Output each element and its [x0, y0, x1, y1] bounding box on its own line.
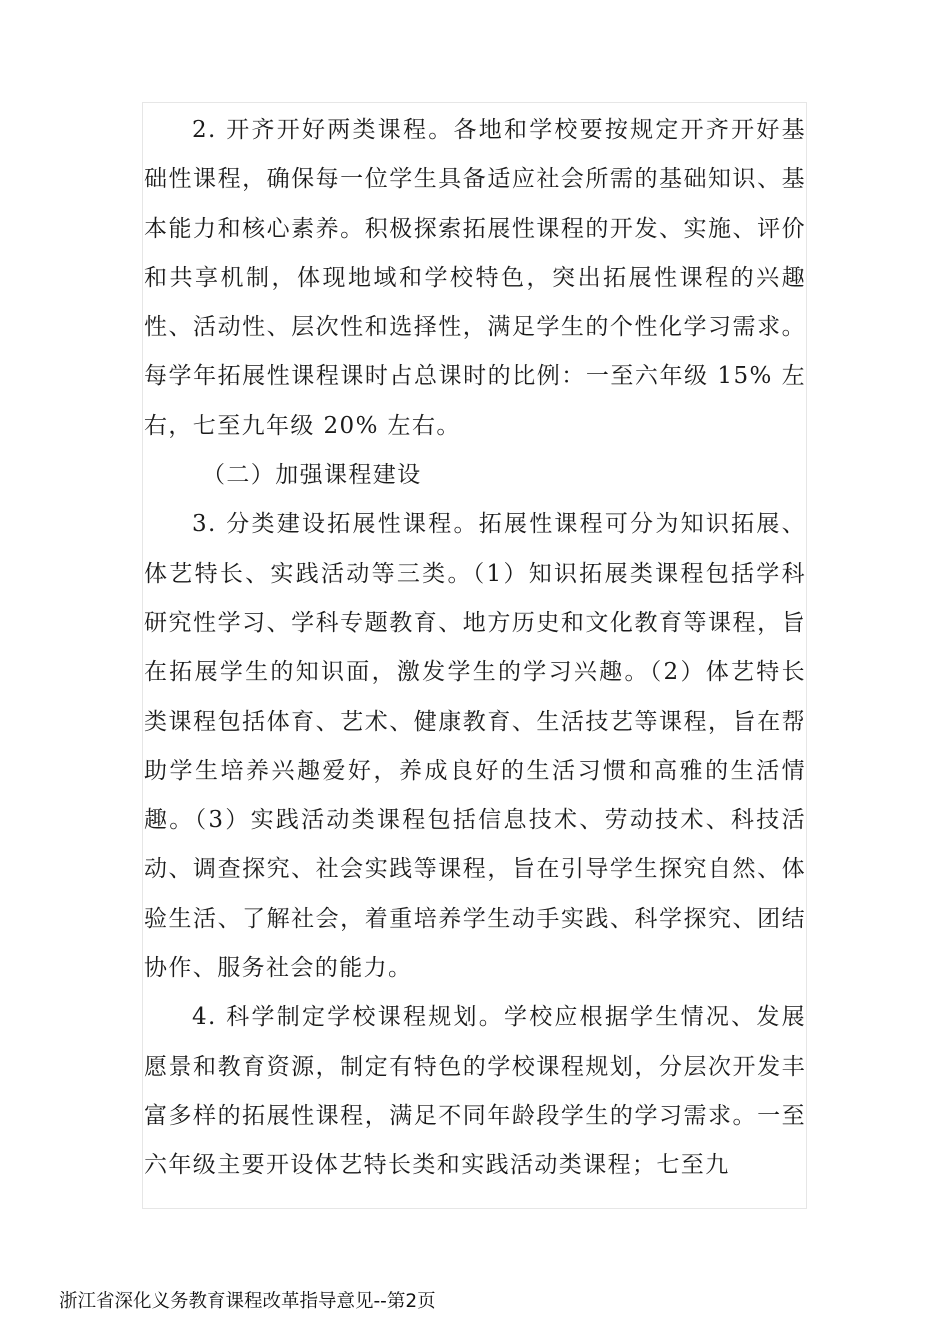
paragraph-course-planning: 4. 科学制定学校课程规划。学校应根据学生情况、发展愿景和教育资源，制定有特色的学校课程规划，分层次开发丰富多样的拓展性课程，满足不同年龄段学生的学习需求。一至六年级主要开设体艺特长类和实践活动类课程；七至九	[144, 1004, 806, 1179]
page-footer: 浙江省深化义务教育课程改革指导意见--第2页	[59, 1291, 436, 1312]
paragraph-extended-courses: 3. 分类建设拓展性课程。拓展性课程可分为知识拓展、体艺特长、实践活动等三类。（1）知识拓展类课程包括学科研究性学习、学科专题教育、地方历史和文化教育等课程，旨在拓展学生的知识面，激发学生的学习兴趣。（2）体艺特长类课程包括体育、艺术、健康教育、生活技艺等课程，旨在帮助学生培养兴趣爱好，养成良好的生活习惯和高雅的生活情趣。（3）实践活动类课程包括信息技术、劳动技术、科技活动、调查探究、社会实践等课程，旨在引导学生探究自然、体验生活、了解社会，着重培养学生动手实践、科学探究、团结协作、服务社会的能力。	[144, 511, 806, 982]
document-body	[144, 106, 806, 1191]
paragraph-course-types: 2. 开齐开好两类课程。各地和学校要按规定开齐开好基础性课程，确保每一位学生具备适应社会所需的基础知识、基本能力和核心素养。积极探索拓展性课程的开发、实施、评价和共享机制，体现地域和学校特色，突出拓展性课程的兴趣性、活动性、层次性和选择性，满足学生的个性化学习需求。每学年拓展性课程课时占总课时的比例：一至六年级 15% 左右，七至九年级 20% 左右。	[144, 117, 806, 439]
section-heading: （二）加强课程建设	[202, 462, 422, 489]
